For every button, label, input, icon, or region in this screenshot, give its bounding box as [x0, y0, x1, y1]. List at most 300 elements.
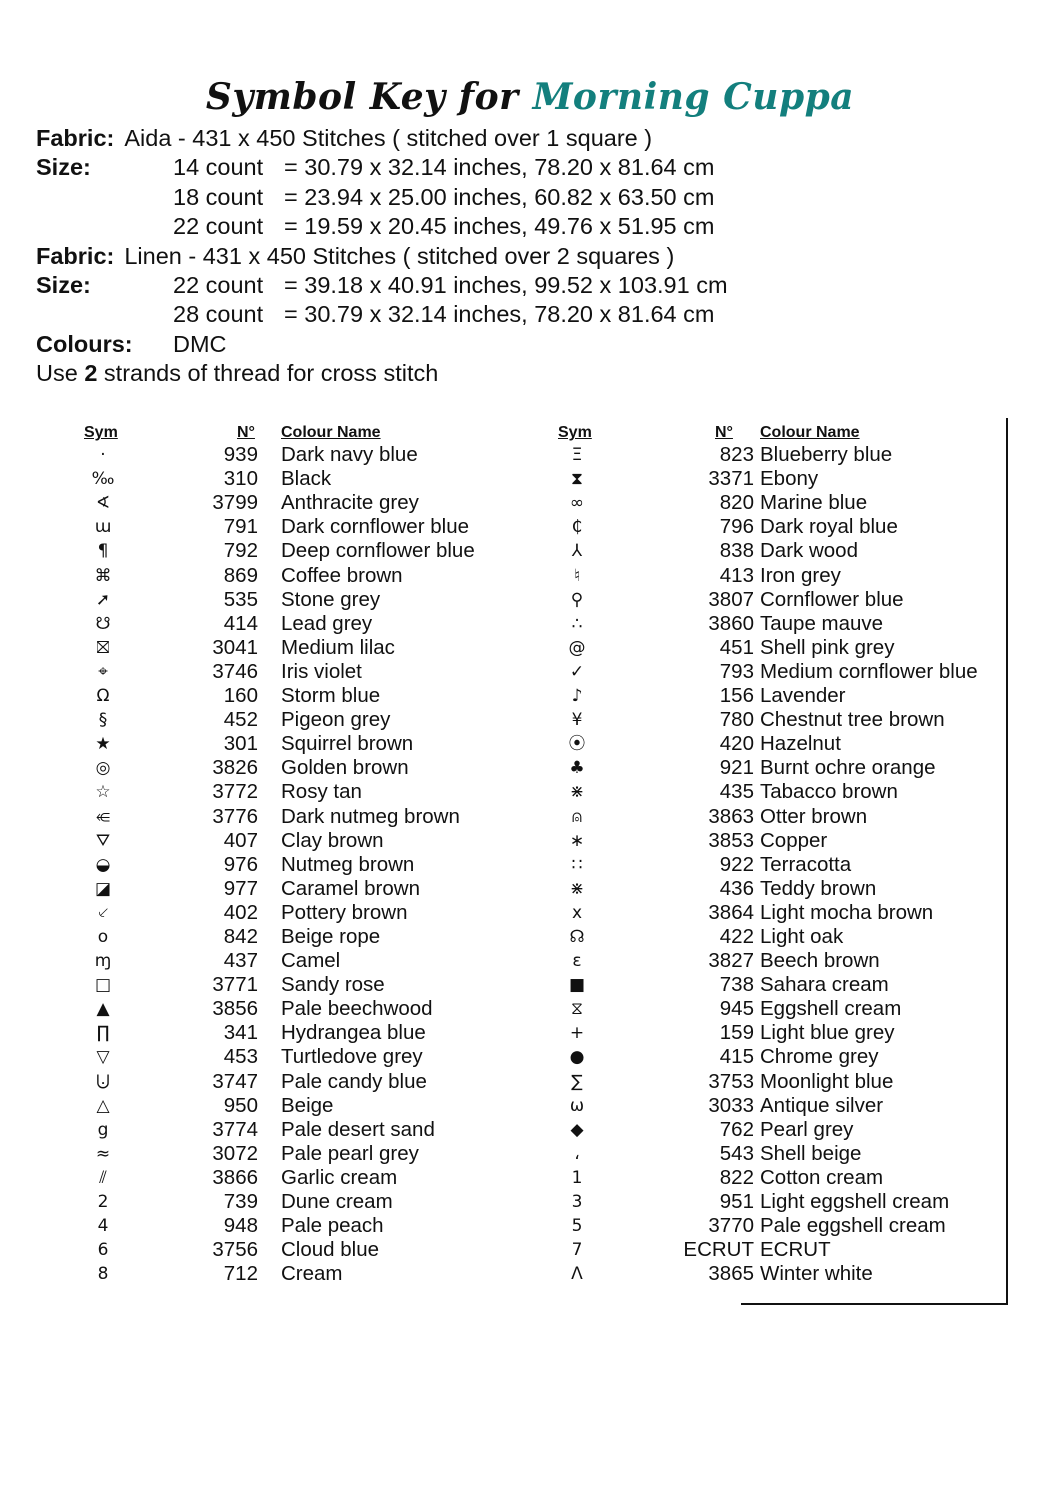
- symbol-icon: ⚲: [570, 589, 584, 610]
- linen-size-row: [36, 300, 715, 329]
- key-row: [542, 612, 1012, 636]
- dmc-number: 3772: [212, 780, 258, 804]
- symbol-icon: ✓: [569, 661, 585, 682]
- key-row: [542, 1094, 1012, 1118]
- colour-name: Cornflower blue: [760, 587, 904, 611]
- dmc-number: 341: [223, 1021, 258, 1045]
- symbol-icon: ☋: [95, 613, 111, 634]
- key-row: [36, 1142, 516, 1166]
- aida-size-row: [36, 153, 715, 182]
- dmc-number: 453: [223, 1045, 258, 1069]
- dmc-number: 793: [719, 659, 754, 683]
- symbol-icon: ◒: [95, 854, 111, 875]
- size-count: 22 count: [173, 271, 264, 298]
- colour-name: Iron grey: [760, 563, 841, 587]
- colour-name: Pale eggshell cream: [760, 1214, 946, 1238]
- colour-name: Dark royal blue: [760, 515, 898, 539]
- symbol-icon: ⅄: [571, 541, 583, 562]
- dmc-number: 160: [223, 684, 258, 708]
- colour-name: Eggshell cream: [760, 997, 902, 1021]
- symbol-icon: ⍝: [571, 806, 583, 827]
- key-row: [36, 539, 516, 563]
- colour-name: Light oak: [760, 924, 844, 948]
- symbol-icon: ɯ: [94, 517, 112, 538]
- dmc-number: 796: [719, 515, 754, 539]
- header-colour-name: Colour Name: [760, 424, 860, 441]
- key-row: [36, 684, 516, 708]
- key-row: [542, 925, 1012, 949]
- dmc-number: 413: [719, 563, 754, 587]
- key-row: [542, 443, 1012, 467]
- key-row: [542, 564, 1012, 588]
- aida-size-row: [36, 183, 715, 212]
- symbol-icon: ⌘: [94, 565, 112, 586]
- symbol-icon: Ξ: [571, 445, 583, 466]
- key-row: [36, 925, 516, 949]
- symbol-icon: ⋇: [569, 782, 585, 803]
- dmc-number: 842: [223, 924, 258, 948]
- symbol-icon: □: [94, 975, 112, 996]
- key-row: [542, 949, 1012, 973]
- pattern-name: Morning Cuppa: [532, 76, 855, 118]
- dmc-number: 3776: [212, 804, 258, 828]
- size-dims: = 19.59 x 20.45 inches, 49.76 x 51.95 cm: [284, 213, 715, 240]
- colour-name: Copper: [760, 828, 828, 852]
- dmc-number: 921: [719, 756, 754, 780]
- dmc-number: 3371: [708, 467, 754, 491]
- size-dims: = 23.94 x 25.00 inches, 60.82 x 63.50 cm: [284, 183, 715, 210]
- symbol-icon: ∗: [569, 830, 585, 851]
- dmc-number: 976: [223, 852, 258, 876]
- symbol-icon: @: [568, 637, 586, 658]
- fabric-info: [36, 124, 728, 389]
- dmc-number: 3799: [212, 491, 258, 515]
- colours-row: [36, 330, 674, 359]
- key-row: [36, 1094, 516, 1118]
- key-row: [36, 660, 516, 684]
- colour-name: Moonlight blue: [760, 1069, 894, 1093]
- dmc-number: 415: [719, 1045, 754, 1069]
- key-row: [36, 636, 516, 660]
- symbol-key-right-column: [542, 419, 1012, 1286]
- colour-name: Pale beechwood: [281, 997, 433, 1021]
- key-row: [542, 829, 1012, 853]
- colour-name: Caramel brown: [281, 876, 420, 900]
- dmc-number: 780: [719, 708, 754, 732]
- symbol-icon: ☊: [569, 926, 585, 947]
- colour-name: Dark navy blue: [281, 443, 418, 467]
- dmc-number: ECRUT: [683, 1238, 754, 1262]
- symbol-icon: Λ: [571, 1264, 583, 1285]
- key-row: [542, 539, 1012, 563]
- key-row: [36, 1166, 516, 1190]
- key-row: [36, 732, 516, 756]
- symbol-icon: ،: [574, 1143, 580, 1164]
- colour-name: Pale candy blue: [281, 1069, 427, 1093]
- symbol-icon: ɱ: [94, 951, 112, 972]
- key-row: [542, 853, 1012, 877]
- symbol-icon: ⛛: [95, 830, 111, 851]
- dmc-number: 3826: [212, 756, 258, 780]
- key-row: [542, 877, 1012, 901]
- colour-name: Turtledove grey: [281, 1045, 423, 1069]
- key-row: [542, 1070, 1012, 1094]
- symbol-icon: 8: [97, 1264, 109, 1285]
- key-row: [36, 805, 516, 829]
- colour-name: Marine blue: [760, 491, 868, 515]
- key-row: [36, 1118, 516, 1142]
- colour-name: Camel: [281, 949, 341, 973]
- symbol-icon: 2: [97, 1192, 109, 1212]
- colour-name: Cream: [281, 1262, 343, 1286]
- key-row: [36, 1070, 516, 1094]
- symbol-icon: 1: [571, 1167, 583, 1188]
- dmc-number: 301: [223, 732, 258, 756]
- title-prefix: Symbol Key for: [205, 76, 519, 118]
- dmc-number: 3827: [708, 949, 754, 973]
- colour-name: Anthracite grey: [281, 491, 419, 515]
- dmc-number: 950: [223, 1093, 258, 1117]
- colour-name: Winter white: [760, 1262, 873, 1286]
- symbol-icon: §: [98, 710, 108, 731]
- dmc-number: 402: [223, 900, 258, 924]
- dmc-number: 945: [719, 997, 754, 1021]
- dmc-number: 792: [223, 539, 258, 563]
- dmc-number: 712: [223, 1262, 258, 1286]
- colour-name: Cloud blue: [281, 1238, 380, 1262]
- dmc-number: 3864: [708, 900, 754, 924]
- dmc-number: 3770: [708, 1214, 754, 1238]
- key-row: [542, 684, 1012, 708]
- key-row: [542, 780, 1012, 804]
- key-row: [542, 1190, 1012, 1214]
- colour-name: Pearl grey: [760, 1117, 854, 1141]
- symbol-icon: 3: [571, 1192, 583, 1212]
- colour-name: Blueberry blue: [760, 443, 893, 467]
- colour-name: Garlic cream: [281, 1165, 398, 1189]
- colour-name: Storm blue: [281, 684, 381, 708]
- size-count: 14 count: [173, 154, 264, 181]
- symbol-icon: ⧖: [571, 999, 583, 1020]
- symbol-icon: ∴: [571, 613, 583, 634]
- dmc-number: 543: [719, 1141, 754, 1165]
- symbol-icon: ♮: [573, 565, 581, 586]
- fabric-label: Fabric:: [36, 242, 115, 269]
- symbol-icon: ω: [569, 1095, 585, 1116]
- dmc-number: 977: [223, 876, 258, 900]
- size-label: Size:: [36, 154, 91, 181]
- border-bottom-divider: [741, 1303, 1008, 1305]
- key-row: [542, 467, 1012, 491]
- key-row: [36, 564, 516, 588]
- symbol-icon: ∏: [96, 1023, 110, 1044]
- key-row: [36, 1190, 516, 1214]
- symbol-icon: g: [97, 1119, 109, 1140]
- key-row: [542, 732, 1012, 756]
- size-count: 22 count: [173, 213, 264, 240]
- symbol-icon: 4: [97, 1216, 109, 1237]
- header-sym: Sym: [558, 424, 592, 441]
- dmc-number: 922: [719, 852, 754, 876]
- symbol-icon: ɛ: [572, 951, 582, 972]
- dmc-number: 823: [719, 443, 754, 467]
- colour-name: Iris violet: [281, 659, 362, 683]
- colour-name: Taupe mauve: [760, 611, 884, 635]
- colour-name: Beige rope: [281, 924, 381, 948]
- colour-name: Hydrangea blue: [281, 1021, 426, 1045]
- colour-name: Clay brown: [281, 828, 384, 852]
- symbol-icon: 6: [97, 1240, 109, 1261]
- dmc-number: 3771: [212, 973, 258, 997]
- colour-name: Dark wood: [760, 539, 858, 563]
- colour-name: Pale pearl grey: [281, 1141, 419, 1165]
- symbol-icon: ◎: [95, 758, 111, 779]
- dmc-number: 3041: [212, 635, 258, 659]
- dmc-number: 3756: [212, 1238, 258, 1262]
- key-row: [542, 997, 1012, 1021]
- symbol-icon: ●: [569, 1047, 585, 1068]
- key-row: [36, 780, 516, 804]
- colour-name: Medium cornflower blue: [760, 659, 978, 683]
- colour-name: Dark cornflower blue: [281, 515, 469, 539]
- colour-name: Beige: [281, 1093, 334, 1117]
- dmc-number: 310: [223, 467, 258, 491]
- size-dims: = 30.79 x 32.14 inches, 78.20 x 81.64 cm: [284, 154, 715, 181]
- colour-name: Chrome grey: [760, 1045, 879, 1069]
- symbol-icon: ⸔: [96, 902, 110, 923]
- dmc-number: 156: [719, 684, 754, 708]
- symbol-icon: ≈: [95, 1143, 111, 1164]
- symbol-icon: ■: [568, 975, 586, 996]
- colour-name: Pigeon grey: [281, 708, 391, 732]
- dmc-number: 159: [719, 1021, 754, 1045]
- symbol-icon: x: [571, 902, 583, 923]
- symbol-icon: ∢: [95, 493, 111, 514]
- dmc-number: 3866: [212, 1165, 258, 1189]
- dmc-number: 3774: [212, 1117, 258, 1141]
- size-dims: = 39.18 x 40.91 inches, 99.52 x 103.91 cm: [284, 271, 728, 298]
- colour-name: Light mocha brown: [760, 900, 934, 924]
- symbol-icon: 5: [571, 1216, 583, 1237]
- symbol-icon: ∞: [569, 493, 585, 514]
- key-header: [542, 419, 1012, 443]
- symbol-icon: ∑: [571, 1071, 583, 1092]
- key-row: [542, 588, 1012, 612]
- dmc-number: 3853: [708, 828, 754, 852]
- colours-label: Colours:: [36, 330, 133, 357]
- symbol-icon: +: [569, 1023, 585, 1044]
- symbol-icon: ⨃: [96, 1071, 110, 1092]
- colour-name: Sahara cream: [760, 973, 889, 997]
- colour-name: Dark nutmeg brown: [281, 804, 460, 828]
- symbol-icon: △: [96, 1095, 110, 1116]
- colour-name: Pale peach: [281, 1214, 384, 1238]
- key-row: [542, 660, 1012, 684]
- colour-name: Pale desert sand: [281, 1117, 435, 1141]
- dmc-number: 3865: [708, 1262, 754, 1286]
- colour-name: Stone grey: [281, 587, 381, 611]
- linen-fabric-row: [36, 242, 674, 271]
- dmc-number: 3860: [708, 611, 754, 635]
- key-row: [542, 756, 1012, 780]
- key-row: [36, 467, 516, 491]
- colour-name: Shell beige: [760, 1141, 862, 1165]
- key-row: [36, 491, 516, 515]
- colour-name: Light blue grey: [760, 1021, 895, 1045]
- key-row: [36, 853, 516, 877]
- fabric-label: Fabric:: [36, 125, 115, 151]
- dmc-number: 436: [719, 876, 754, 900]
- key-row: [36, 756, 516, 780]
- size-count: 18 count: [173, 183, 264, 210]
- key-row: [542, 1262, 1012, 1286]
- header-num: N°: [715, 424, 733, 441]
- dmc-number: 535: [223, 587, 258, 611]
- dmc-number: 451: [719, 635, 754, 659]
- dmc-number: 822: [719, 1165, 754, 1189]
- key-row: [36, 901, 516, 925]
- key-row: [542, 1045, 1012, 1069]
- dmc-number: 3856: [212, 997, 258, 1021]
- symbol-icon: ⥺: [95, 806, 111, 827]
- colour-name: Hazelnut: [760, 732, 841, 756]
- key-row: [542, 1166, 1012, 1190]
- key-row: [542, 708, 1012, 732]
- colour-name: Sandy rose: [281, 973, 385, 997]
- key-row: [36, 1045, 516, 1069]
- colour-name: Terracotta: [760, 852, 852, 876]
- symbol-icon: ⧗: [571, 469, 583, 490]
- key-row: [542, 1214, 1012, 1238]
- colour-name: Otter brown: [760, 804, 868, 828]
- symbol-icon: ₵: [571, 517, 583, 538]
- key-row: [36, 1021, 516, 1045]
- linen-size-row: [36, 271, 728, 300]
- colour-name: Shell pink grey: [760, 635, 895, 659]
- aida-fabric-row: [36, 124, 674, 153]
- page-title: [0, 76, 1060, 118]
- colour-name: Nutmeg brown: [281, 852, 415, 876]
- dmc-number: 437: [223, 949, 258, 973]
- key-row: [542, 1118, 1012, 1142]
- symbol-icon: ★: [95, 734, 111, 755]
- dmc-number: 3863: [708, 804, 754, 828]
- key-rows: [36, 443, 516, 1286]
- symbol-icon: ¶: [97, 541, 109, 562]
- strands-count: 2: [84, 360, 98, 387]
- key-row: [36, 1214, 516, 1238]
- colour-name: Teddy brown: [760, 876, 877, 900]
- dmc-number: 3033: [708, 1093, 754, 1117]
- key-row: [36, 588, 516, 612]
- key-row: [542, 1021, 1012, 1045]
- key-row: [542, 1238, 1012, 1262]
- dmc-number: 738: [719, 973, 754, 997]
- dmc-number: 762: [719, 1117, 754, 1141]
- colour-name: Antique silver: [760, 1093, 884, 1117]
- colour-name: Medium lilac: [281, 635, 395, 659]
- colour-name: Chestnut tree brown: [760, 708, 945, 732]
- aida-fabric-value: Aida - 431 x 450 Stitches ( stitched over 1 square ): [124, 125, 653, 151]
- size-label: Size:: [36, 271, 91, 298]
- dmc-number: 838: [719, 539, 754, 563]
- key-row: [36, 997, 516, 1021]
- dmc-number: 3753: [708, 1069, 754, 1093]
- symbol-icon: ◪: [94, 878, 112, 899]
- symbol-icon: ∷: [571, 854, 583, 875]
- symbol-icon: ▲: [96, 999, 110, 1020]
- colour-name: Pottery brown: [281, 900, 408, 924]
- symbol-icon: ➚: [95, 589, 111, 610]
- colour-name: Cotton cream: [760, 1165, 884, 1189]
- symbol-icon: ⌖: [98, 661, 108, 682]
- symbol-key-left-column: [36, 419, 516, 1286]
- colour-name: Dune cream: [281, 1190, 393, 1213]
- strands-note: [36, 359, 674, 388]
- dmc-number: 951: [719, 1190, 754, 1213]
- symbol-icon: ‰: [91, 469, 115, 490]
- key-row: [542, 901, 1012, 925]
- key-row: [36, 708, 516, 732]
- dmc-number: 420: [719, 732, 754, 756]
- symbol-icon: ⛝: [96, 637, 110, 658]
- dmc-number: 739: [223, 1190, 258, 1213]
- colour-name: Lavender: [760, 684, 846, 708]
- dmc-number: 3746: [212, 659, 258, 683]
- header-sym: Sym: [84, 424, 118, 441]
- dmc-number: 407: [223, 828, 258, 852]
- key-row: [36, 973, 516, 997]
- linen-fabric-value: Linen - 431 x 450 Stitches ( stitched over 2 squares ): [124, 242, 675, 269]
- dmc-number: 939: [223, 443, 258, 467]
- symbol-icon: 7: [571, 1240, 583, 1261]
- key-row: [36, 1262, 516, 1286]
- colour-name: Tabacco brown: [760, 780, 898, 804]
- key-row: [542, 491, 1012, 515]
- colour-name: Burnt ochre orange: [760, 756, 936, 780]
- size-count: 28 count: [173, 301, 264, 328]
- colour-name: Golden brown: [281, 756, 409, 780]
- symbol-icon: o: [97, 926, 109, 947]
- colour-name: Beech brown: [760, 949, 880, 973]
- symbol-icon: ·: [100, 445, 106, 466]
- colour-name: Rosy tan: [281, 780, 362, 804]
- key-row: [36, 612, 516, 636]
- key-row: [36, 515, 516, 539]
- key-row: [36, 877, 516, 901]
- symbol-icon: ♣: [569, 758, 585, 779]
- key-row: [36, 1238, 516, 1262]
- colour-name: ECRUT: [760, 1238, 831, 1262]
- dmc-number: 3747: [212, 1069, 258, 1093]
- symbol-icon: ☆: [95, 782, 111, 803]
- key-row: [36, 949, 516, 973]
- aida-size-row: [36, 212, 715, 241]
- header-colour-name: Colour Name: [281, 424, 381, 441]
- dmc-number: 948: [223, 1214, 258, 1238]
- key-row: [36, 829, 516, 853]
- border-vertical-divider: [1006, 418, 1008, 1305]
- key-row: [542, 973, 1012, 997]
- key-row: [542, 515, 1012, 539]
- key-row: [36, 443, 516, 467]
- header-num: N°: [237, 424, 255, 441]
- colours-value: DMC: [173, 330, 227, 357]
- key-row: [542, 1142, 1012, 1166]
- symbol-icon: ▽: [96, 1047, 110, 1068]
- dmc-number: 452: [223, 708, 258, 732]
- key-row: [542, 805, 1012, 829]
